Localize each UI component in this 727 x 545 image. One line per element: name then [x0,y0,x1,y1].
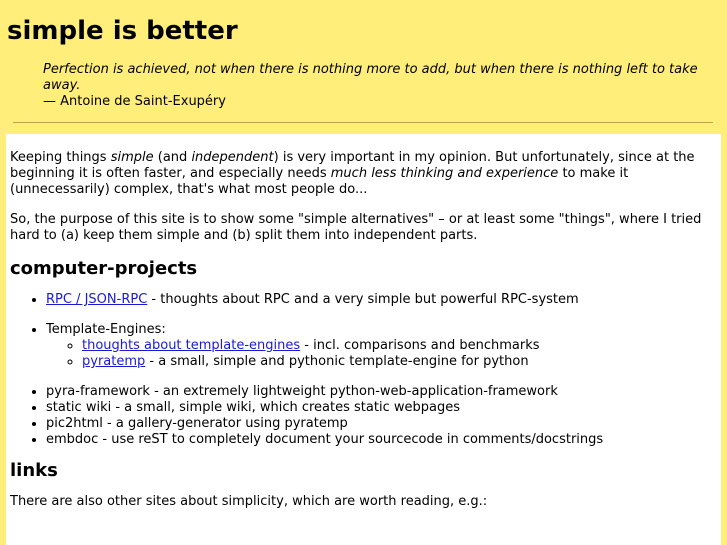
intro-text: Keeping things [10,150,111,165]
template-engines-sublist [46,338,717,370]
quote-author: — Antoine de Saint-Exupéry [43,94,226,109]
list-item [46,322,717,370]
list-item: • embdoc - use reST to completely document your sourcecode in comments/docstrings [46,432,717,448]
list-item: • static wiki - a small, simple wiki, which creates static webpages [46,400,717,416]
links-intro: There are also other sites about simplicity, which are worth reading, e.g.: [10,494,488,509]
list-item [46,292,717,308]
epigraph-quote [43,62,719,110]
rpc-link[interactable]: RPC / JSON-RPC [46,292,148,307]
list-item: • pic2html - a gallery-generator using pyratemp [46,416,717,432]
emphasis-simple: simple [110,150,154,165]
item-description: - thoughts about RPC and a very simple but powerful RPC-system [147,292,579,307]
list-item [82,354,717,370]
intro-text: (and [153,150,192,165]
header-divider [13,122,713,123]
site-title: simple is better [7,16,238,46]
intro-paragraph-1 [10,150,717,198]
list-item: • pyra-framework - an extremely lightweight python-web-application-framework [46,384,717,400]
emphasis-independent: independent [191,150,274,165]
intro-text: to make it (unnecessarily) complex, that's what most people do... [10,166,629,197]
intro-paragraph-2: So, the purpose of this site is to show some "simple alternatives" – or at least some "things", where I tried hard to (a) keep them simple and (b) split them into independent parts. [10,212,702,243]
pyratemp-link[interactable]: pyratemp [82,354,146,369]
section-heading-links: links [10,460,58,481]
item-label: Template-Engines: [46,322,166,337]
list-item [82,338,717,354]
main-content [6,134,721,545]
projects-list-more [10,384,717,448]
section-heading-projects: computer-projects [10,258,198,279]
intro-text: ) is very important in my opinion. But unfortunately, since at the beginning it is often faster, and especially needs [10,150,695,181]
emphasis-thinking: much less thinking and experience [330,166,559,181]
template-engines-link[interactable]: thoughts about template-engines [82,338,301,353]
page-header [0,0,727,123]
projects-list [10,292,717,370]
quote-text: Perfection is achieved, not when there is nothing more to add, but when there is nothing left to take away. [43,62,698,93]
item-description: - incl. comparisons and benchmarks [300,338,540,353]
item-description: - a small, simple and pythonic template-engine for python [145,354,529,369]
